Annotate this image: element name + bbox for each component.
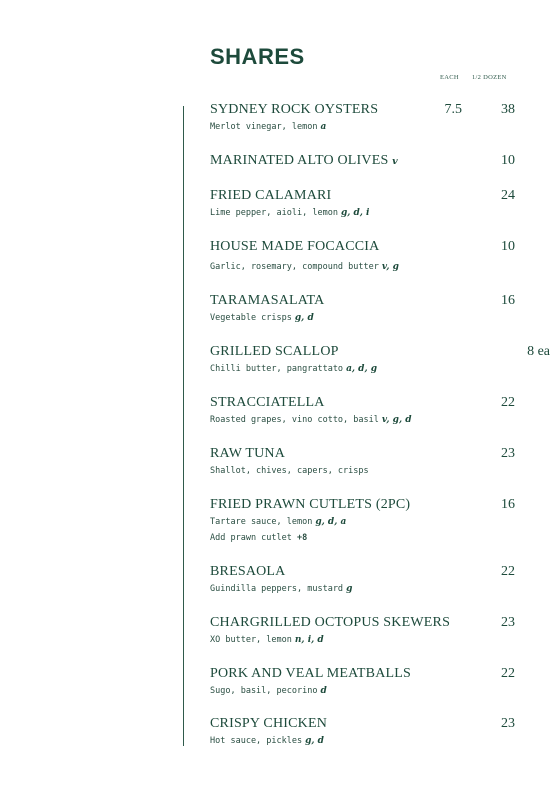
dietary-tags: g, d, a — [315, 517, 347, 527]
item-price: 22 — [501, 564, 515, 579]
item-name: CRISPY CHICKEN — [210, 716, 328, 731]
item-price: 10 — [501, 153, 515, 168]
item-price: 10 — [501, 239, 515, 254]
menu-item-raw-tuna — [210, 446, 515, 476]
item-name: RAW TUNA — [210, 446, 286, 461]
item-description: XO butter, lemon n, i, d — [210, 635, 324, 645]
item-description: Guindilla peppers, mustard g — [210, 584, 353, 594]
column-header-half-dozen: 1/2 DOZEN — [472, 74, 507, 81]
menu-item-fried-calamari — [210, 188, 515, 218]
item-description: Merlot vinegar, lemon a — [210, 122, 327, 132]
dietary-tags: g — [346, 584, 353, 594]
item-price: 8 ea — [527, 344, 550, 359]
dietary-tags: n, i, d — [294, 635, 324, 645]
item-price: 22 — [501, 395, 515, 410]
item-name: TARAMASALATA — [210, 293, 325, 308]
item-description: Vegetable crisps g, d — [210, 313, 314, 323]
item-price: 16 — [501, 497, 515, 512]
menu-item-chargrilled-octopus-skewers — [210, 615, 515, 645]
dietary-tags: v, g, d — [381, 415, 412, 425]
dietary-tags: v — [392, 156, 398, 167]
dietary-tags: g, d — [294, 313, 314, 323]
item-description: Lime pepper, aioli, lemon g, d, i — [210, 208, 370, 218]
item-price: 23 — [501, 716, 515, 731]
menu-item-bresaola — [210, 564, 515, 594]
menu-item-grilled-scallop — [210, 344, 550, 374]
item-description: Chilli butter, pangrattato a, d, g — [210, 364, 378, 374]
section-title: SHARES — [210, 44, 305, 69]
menu-item-stracciatella — [210, 395, 515, 425]
item-name: BRESAOLA — [210, 564, 286, 579]
dietary-tags: d — [320, 686, 327, 696]
menu-item-sydney-rock-oysters — [210, 102, 515, 132]
vertical-divider — [183, 106, 184, 746]
menu-item-taramasalata — [210, 293, 515, 323]
item-description: Shallot, chives, capers, crisps — [210, 466, 369, 476]
column-header-each: EACH — [440, 74, 459, 81]
item-name: STRACCIATELLA — [210, 395, 325, 410]
dietary-tags: a — [320, 122, 327, 132]
item-name: MARINATED ALTO OLIVES v — [210, 153, 398, 168]
dietary-tags: g, d — [305, 736, 324, 746]
item-description: Roasted grapes, vino cotto, basil v, g, d — [210, 415, 412, 425]
dietary-tags: v, g — [381, 262, 399, 272]
addon-price: +8 — [297, 533, 308, 543]
menu-item-house-made-focaccia — [210, 239, 515, 272]
menu-item-crispy-chicken — [210, 716, 515, 746]
dietary-tags: g, d, i — [340, 208, 370, 218]
item-name: HOUSE MADE FOCACCIA — [210, 239, 380, 254]
item-price: 16 — [501, 293, 515, 308]
item-description: Garlic, rosemary, compound butter v, g — [210, 262, 399, 272]
item-price: 22 — [501, 666, 515, 681]
item-name: SYDNEY ROCK OYSTERS — [210, 102, 379, 117]
item-price-each: 7.5 — [444, 102, 462, 117]
item-price: 23 — [501, 446, 515, 461]
menu-item-pork-and-veal-meatballs — [210, 666, 515, 696]
item-name: FRIED PRAWN CUTLETS (2PC) — [210, 497, 411, 512]
menu-item-marinated-alto-olives — [210, 153, 515, 169]
item-name: GRILLED SCALLOP — [210, 344, 339, 359]
item-price: 23 — [501, 615, 515, 630]
item-price: 24 — [501, 188, 515, 203]
item-description: Sugo, basil, pecorino d — [210, 686, 327, 696]
item-description: Hot sauce, pickles g, d — [210, 736, 324, 746]
item-name: CHARGRILLED OCTOPUS SKEWERS — [210, 615, 451, 630]
menu-item-fried-prawn-cutlets — [210, 497, 515, 543]
item-name: PORK AND VEAL MEATBALLS — [210, 666, 412, 681]
item-price: 38 — [501, 102, 515, 117]
item-description: Tartare sauce, lemon g, d, a — [210, 517, 347, 527]
item-addon: Add prawn cutlet +8 — [210, 533, 308, 543]
item-name: FRIED CALAMARI — [210, 188, 332, 203]
dietary-tags: a, d, g — [346, 364, 378, 374]
